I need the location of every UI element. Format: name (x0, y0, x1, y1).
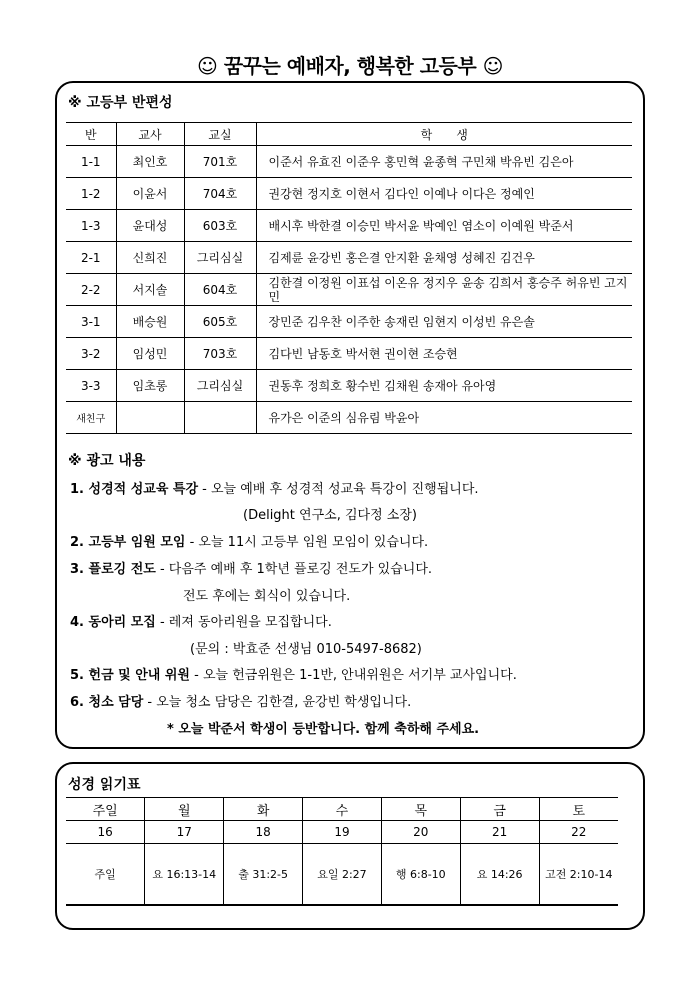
table-header-row (66, 123, 632, 146)
class-cell: 1-1 (66, 146, 116, 178)
class-cell: 3-3 (66, 370, 116, 402)
ads-section-title: ※ 광고 내용 (68, 453, 146, 469)
class-cell: 2-1 (66, 242, 116, 274)
class-cell: 1-3 (66, 210, 116, 242)
table-row (66, 338, 632, 370)
room-cell: 704호 (184, 178, 256, 210)
class-cell: 2-2 (66, 274, 116, 306)
teacher-cell: 이윤서 (116, 178, 184, 210)
room-cell (184, 402, 256, 434)
students-cell: 김제륜 윤강빈 홍은결 안지환 윤채영 성혜진 김건우 (256, 242, 632, 274)
students-cell: 유가은 이준의 심유림 박윤아 (256, 402, 632, 434)
reading-date-cell: 19 (303, 821, 382, 844)
bible-reading-table (66, 797, 618, 906)
header-class: 반 (66, 123, 116, 146)
reading-date-cell: 21 (460, 821, 539, 844)
celebration-note: * 오늘 박준서 학생이 등반합니다. 함께 축하해 주세요. (167, 722, 480, 737)
reading-day-cell: 수 (303, 798, 382, 821)
room-cell: 그리심실 (184, 242, 256, 274)
teacher-cell: 최인호 (116, 146, 184, 178)
reading-passage-cell: 요 14:26 (460, 844, 539, 906)
teacher-cell: 배승원 (116, 306, 184, 338)
reading-days-row (66, 798, 618, 821)
students-cell: 김다빈 남동호 박서현 권이현 조승현 (256, 338, 632, 370)
reading-passage-cell: 고전 2:10-14 (539, 844, 618, 906)
students-cell: 이준서 유효진 이준우 홍민혁 윤종혁 구민채 박유빈 김은아 (256, 146, 632, 178)
students-cell: 장민준 김우찬 이주한 송재린 임현지 이성빈 유은솔 (256, 306, 632, 338)
reading-passage-cell: 주일 (66, 844, 145, 906)
teacher-cell: 윤대성 (116, 210, 184, 242)
ad-item-1: 1. 성경적 성교육 특강 - 오늘 예배 후 성경적 성교육 특강이 진행됩니다. (70, 482, 479, 497)
page-title: ☺ 꿈꾸는 예배자, 행복한 고등부 ☺ (197, 54, 503, 78)
table-row (66, 178, 632, 210)
table-row (66, 210, 632, 242)
reading-dates-row (66, 821, 618, 844)
teacher-cell: 임성민 (116, 338, 184, 370)
reading-day-cell: 월 (145, 798, 224, 821)
table-row (66, 242, 632, 274)
reading-day-cell: 토 (539, 798, 618, 821)
ad-item-5: 5. 헌금 및 안내 위원 - 오늘 헌금위원은 1-1반, 안내위원은 서기부 교사입니다. (70, 668, 517, 683)
header-students: 학 생 (256, 123, 632, 146)
reading-date-cell: 17 (145, 821, 224, 844)
class-cell: 3-1 (66, 306, 116, 338)
reading-day-cell: 목 (381, 798, 460, 821)
class-cell: 새친구 (66, 402, 116, 434)
ad-item-1-detail: (Delight 연구소, 김다정 소장) (243, 508, 417, 523)
reading-day-cell: 주일 (66, 798, 145, 821)
teacher-cell: 신희진 (116, 242, 184, 274)
class-cell: 3-2 (66, 338, 116, 370)
table-row (66, 402, 632, 434)
class-assignment-table (66, 122, 632, 434)
ad-item-3: 3. 플로깅 전도 - 다음주 예배 후 1학년 플로깅 전도가 있습니다. (70, 562, 433, 577)
ad-item-4: 4. 동아리 모집 - 레져 동아리원을 모집합니다. (70, 615, 332, 630)
ad-item-2: 2. 고등부 임원 모임 - 오늘 11시 고등부 임원 모임이 있습니다. (70, 535, 429, 550)
room-cell: 701호 (184, 146, 256, 178)
ad-item-4-detail: (문의 : 박효준 선생님 010-5497-8682) (190, 642, 422, 657)
room-cell: 703호 (184, 338, 256, 370)
students-cell: 김한결 이정원 이표섭 이온유 정지우 윤송 김희서 홍승주 허유빈 고지민 (256, 274, 632, 306)
room-cell: 603호 (184, 210, 256, 242)
students-cell: 권강현 정지호 이현서 김다인 이예나 이다은 정예인 (256, 178, 632, 210)
table-row (66, 370, 632, 402)
reading-date-cell: 18 (224, 821, 303, 844)
reading-passage-cell: 행 6:8-10 (381, 844, 460, 906)
header-room: 교실 (184, 123, 256, 146)
teacher-cell: 서지솔 (116, 274, 184, 306)
room-cell: 605호 (184, 306, 256, 338)
room-cell: 604호 (184, 274, 256, 306)
students-cell: 권동후 정희호 황수빈 김채원 송재아 유아영 (256, 370, 632, 402)
table-row (66, 146, 632, 178)
reading-passage-cell: 출 31:2-5 (224, 844, 303, 906)
reading-day-cell: 화 (224, 798, 303, 821)
table-row (66, 306, 632, 338)
reading-passages-row (66, 844, 618, 906)
reading-date-cell: 20 (381, 821, 460, 844)
reading-date-cell: 22 (539, 821, 618, 844)
ad-item-6: 6. 청소 담당 - 오늘 청소 담당은 김한결, 윤강빈 학생입니다. (70, 695, 412, 710)
reading-day-cell: 금 (460, 798, 539, 821)
students-cell: 배시후 박한결 이승민 박서윤 박예인 염소이 이예원 박준서 (256, 210, 632, 242)
table-row (66, 274, 632, 306)
room-cell: 그리심실 (184, 370, 256, 402)
reading-passage-cell: 요 16:13-14 (145, 844, 224, 906)
teacher-cell: 임초롱 (116, 370, 184, 402)
class-cell: 1-2 (66, 178, 116, 210)
reading-date-cell: 16 (66, 821, 145, 844)
teacher-cell (116, 402, 184, 434)
reading-passage-cell: 요일 2:27 (303, 844, 382, 906)
class-section-title: ※ 고등부 반편성 (68, 95, 173, 111)
ad-item-3-detail: 전도 후에는 회식이 있습니다. (183, 589, 351, 604)
header-teacher: 교사 (116, 123, 184, 146)
reading-section-title: 성경 읽기표 (68, 777, 141, 793)
